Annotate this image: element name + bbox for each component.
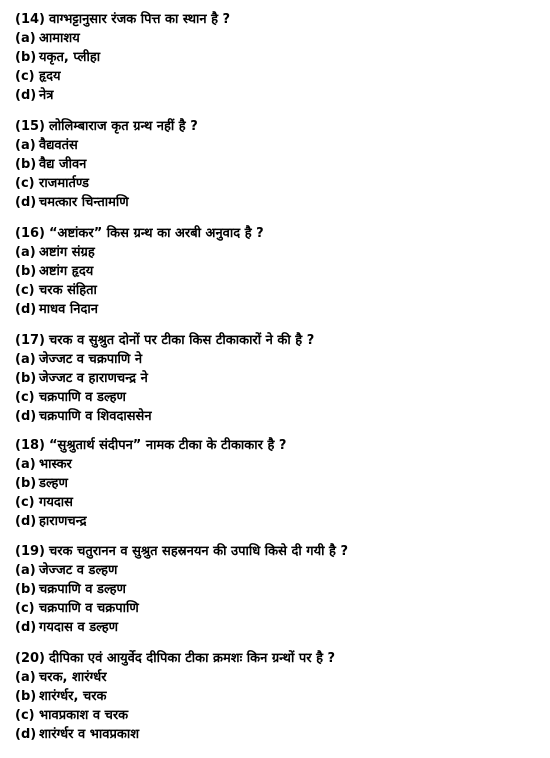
option-letter: (c) (15, 601, 35, 616)
question-text (15, 224, 540, 243)
option-letter: (c) (15, 283, 35, 298)
option-text: शारंर्ग्धर व भावप्रकाश (39, 727, 140, 742)
question-number: (14) (15, 12, 45, 27)
option-text: जेज्जट व डल्हण (39, 563, 118, 578)
option-letter: (c) (15, 390, 35, 405)
option-letter: (d) (15, 88, 37, 103)
option-text: वैद्य जीवन (39, 157, 87, 172)
question-20 (15, 649, 540, 744)
option-text: डल्हण (39, 476, 68, 491)
option-d (15, 618, 540, 637)
question-stem: दीपिका एवं आयुर्वेद दीपिका टीका क्रमशः किन ग्रन्थों पर है ? (48, 651, 336, 666)
option-a (15, 136, 540, 155)
option-letter: (d) (15, 727, 37, 742)
question-text (15, 10, 540, 29)
option-c (15, 67, 540, 86)
option-letter: (a) (15, 138, 36, 153)
option-letter: (d) (15, 195, 37, 210)
option-d (15, 300, 540, 319)
question-stem: चरक चतुरानन व सुश्रुत सहस्रनयन की उपाधि किसे दी गयी है ? (48, 544, 348, 559)
question-number: (17) (15, 333, 45, 348)
option-letter: (a) (15, 563, 36, 578)
option-text: माधव निदान (39, 302, 98, 317)
question-text (15, 117, 540, 136)
option-b (15, 369, 540, 388)
option-text: भावप्रकाश व चरक (39, 708, 129, 723)
option-text: जेज्जट व चक्रपाणि ने (39, 352, 143, 367)
option-a (15, 668, 540, 687)
option-text: चक्रपाणि व चक्रपाणि (39, 601, 139, 616)
question-18 (15, 436, 540, 531)
option-text: अष्टांग हृदय (39, 264, 94, 279)
option-c (15, 706, 540, 725)
question-number: (20) (15, 651, 45, 666)
option-b (15, 262, 540, 281)
option-letter: (b) (15, 689, 37, 704)
option-letter: (a) (15, 457, 36, 472)
option-letter: (c) (15, 495, 35, 510)
option-letter: (a) (15, 245, 36, 260)
option-letter: (c) (15, 708, 35, 723)
option-c (15, 599, 540, 618)
option-text: गयदास (39, 495, 73, 510)
option-c (15, 281, 540, 300)
question-17 (15, 331, 540, 426)
option-c (15, 493, 540, 512)
option-letter: (a) (15, 31, 36, 46)
option-letter: (d) (15, 620, 37, 635)
option-text: जेज्जट व हाराणचन्द्र ने (39, 371, 148, 386)
option-a (15, 350, 540, 369)
option-text: चरक संहिता (39, 283, 97, 298)
option-letter: (d) (15, 409, 37, 424)
option-b (15, 474, 540, 493)
option-text: चरक, शारंर्ग्धर (39, 670, 107, 685)
question-19 (15, 542, 540, 637)
option-d (15, 407, 540, 426)
option-letter: (c) (15, 176, 35, 191)
question-number: (16) (15, 226, 45, 241)
option-letter: (b) (15, 50, 37, 65)
option-text: भास्कर (39, 457, 72, 472)
question-15 (15, 117, 540, 212)
option-b (15, 48, 540, 67)
option-d (15, 86, 540, 105)
option-text: नेत्र (39, 88, 54, 103)
option-text: हाराणचन्द्र (39, 514, 87, 529)
option-d (15, 193, 540, 212)
option-c (15, 174, 540, 193)
question-number: (19) (15, 544, 45, 559)
option-letter: (b) (15, 371, 37, 386)
option-text: वैद्यवतंस (39, 138, 78, 153)
option-letter: (a) (15, 670, 36, 685)
question-text (15, 436, 540, 455)
question-text (15, 542, 540, 561)
option-letter: (d) (15, 302, 37, 317)
option-a (15, 243, 540, 262)
question-stem: “सुश्रुतार्थ संदीपन” नामक टीका के टीकाकार है ? (48, 438, 287, 453)
question-stem: “अष्टांकर” किस ग्रन्थ का अरबी अनुवाद है ? (48, 226, 264, 241)
option-a (15, 455, 540, 474)
option-text: आमाशय (39, 31, 80, 46)
option-b (15, 580, 540, 599)
option-a (15, 561, 540, 580)
option-letter: (b) (15, 582, 37, 597)
option-text: हृदय (39, 69, 61, 84)
question-text (15, 331, 540, 350)
question-16 (15, 224, 540, 319)
option-a (15, 29, 540, 48)
question-stem: चरक व सुश्रुत दोनों पर टीका किस टीकाकारों ने की है ? (48, 333, 315, 348)
option-d (15, 725, 540, 744)
option-text: यकृत, प्लीहा (39, 50, 101, 65)
option-text: चमत्कार चिन्तामणि (39, 195, 129, 210)
option-letter: (b) (15, 264, 37, 279)
option-letter: (a) (15, 352, 36, 367)
option-letter: (b) (15, 476, 37, 491)
option-text: गयदास व डल्हण (39, 620, 119, 635)
option-text: शारंर्ग्धर, चरक (39, 689, 107, 704)
option-text: अष्टांग संग्रह (39, 245, 95, 260)
option-d (15, 512, 540, 531)
question-stem: वाग्भट्टानुसार रंजक पित्त का स्थान है ? (48, 12, 231, 27)
question-stem: लोलिम्बाराज कृत ग्रन्थ नहीं है ? (48, 119, 198, 134)
option-letter: (c) (15, 69, 35, 84)
option-text: चक्रपाणि व डल्हण (39, 582, 126, 597)
option-letter: (d) (15, 514, 37, 529)
option-letter: (b) (15, 157, 37, 172)
option-b (15, 155, 540, 174)
option-text: राजमार्तण्ड (39, 176, 90, 191)
option-c (15, 388, 540, 407)
question-number: (18) (15, 438, 45, 453)
option-b (15, 687, 540, 706)
question-number: (15) (15, 119, 45, 134)
question-14 (15, 10, 540, 105)
option-text: चक्रपाणि व डल्हण (39, 390, 126, 405)
question-text (15, 649, 540, 668)
option-text: चक्रपाणि व शिवदाससेन (39, 409, 152, 424)
